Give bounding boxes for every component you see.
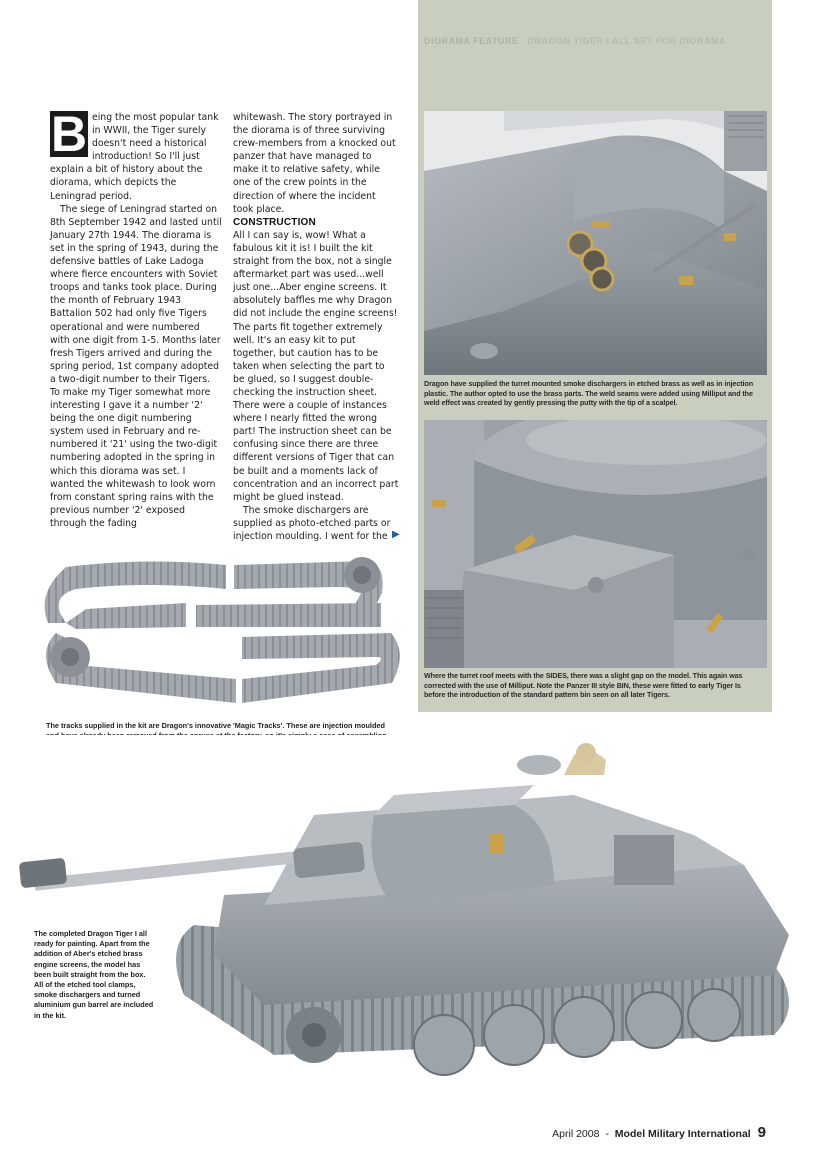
article-paragraph: The smoke dischargers are supplied as photo-etched parts or injection moulding. I went for the [233, 504, 391, 542]
page-footer [552, 1124, 766, 1141]
construction-subhead: CONSTRUCTION [233, 216, 316, 228]
article-paragraph: whitewash. The story portrayed in the diorama is of three surviving crew-members from a knocked out panzer that have managed to make it to relative safety, while one of the crew points in the direction of where the incident took place. [233, 112, 396, 215]
article-paragraph: The siege of Leningrad started on 8th September 1942 and lasted until January 27th 1944. The diorama is set in the spring of 1943, during the defensive battles of Lake Ladoga where fierce encounters with Soviet troops and tanks took place. During the month of February 1943 Battalion 502 had only five Tigers operational and were numbered with one digit from 1-5. Months later fresh Tigers arrived and during the spring period, 1st company adopted a two-digit number to their Tigers. To make my Tiger somewhat more interesting I gave it a number '2' being the one digit numbering system used in February and re-numbered it '21' using the two-digit numbering adopted in the spring in which this diorama was set. I wanted the whitewash to look worn from constant spring rains with the previous number '2' exposed through the fading [50, 203, 222, 529]
turret-bin-caption: Where the turret roof meets with the SIDES, there was a slight gap on the model. This again was corrected with the use of Milliput. Note the Panzer III style BIN, these were fitted to early Tiger Is before the introduction of the standard pattern bin seen on all later Tigers. [424, 671, 743, 700]
issue-date: April 2008 [552, 1128, 600, 1140]
magazine-title: Model Military International [614, 1128, 751, 1140]
tiger-caption: The completed Dragon Tiger I all ready for painting. Apart from the addition of Aber's etched brass engine screens, the model has been built straight from the box. All of the etched tool clamps, smoke dischargers and turned aluminium gun barrel are included in the kit. [34, 929, 154, 1020]
tracks-caption: The tracks supplied in the kit are Dragon's innovative 'Magic Tracks'. These are injection moulded [46, 721, 385, 730]
continue-arrow-icon: ▶ [392, 529, 400, 540]
smoke-discharger-caption: Dragon have supplied the turret mounted smoke dischargers in etched brass as well as in injection plastic. The author opted to use the brass parts. The weld seams were added using Milliput and the weld effect was created by gently pressing the putty with the tip of a scalpel. [424, 379, 754, 408]
tiger-photo [14, 735, 804, 1110]
tiger-illustration [14, 735, 804, 1110]
page-number: 9 [757, 1124, 766, 1141]
article-column-2 [233, 111, 399, 543]
feature-title: DRAGON TIGER I ALL SET FOR DIORAMA [527, 36, 727, 46]
article-paragraph: All I can say is, wow! What a fabulous kit it is! I built the kit straight from the box, not a single aftermarket part was used...well just one...Aber engine screens. It absolutely baffles me why Dragon did not include the engine screens! The parts fit together extremely well. It's an easy kit to put together, but caution has to be taken when selecting the part to be glued, so I suggest double-checking the instruction sheet. There were a couple of instances where I nearly fitted the wrong part! The instruction sheet can be confusing since there are three different versions of Tiger that can be built and a moments lack of concentration and an incorrect part might be glued instead. [233, 229, 399, 503]
footer-separator: - [605, 1128, 609, 1140]
article-column-1 [50, 106, 222, 530]
feature-header [424, 36, 770, 56]
tracks-illustration [36, 553, 408, 713]
article-paragraph: eing the most popular tank in WWII, the Tiger surely doesn't need a historical introduction! So I'll just explain a bit of history about the diorama, which depicts the Leningrad period. [50, 112, 219, 202]
tracks-photo [36, 553, 408, 713]
turret-bin-illustration [424, 420, 767, 668]
smoke-discharger-photo [424, 111, 767, 375]
feature-tag: DIORAMA FEATURE [424, 36, 519, 46]
drop-cap: B [50, 106, 88, 162]
smoke-discharger-illustration [424, 111, 767, 375]
turret-bin-photo [424, 420, 767, 668]
